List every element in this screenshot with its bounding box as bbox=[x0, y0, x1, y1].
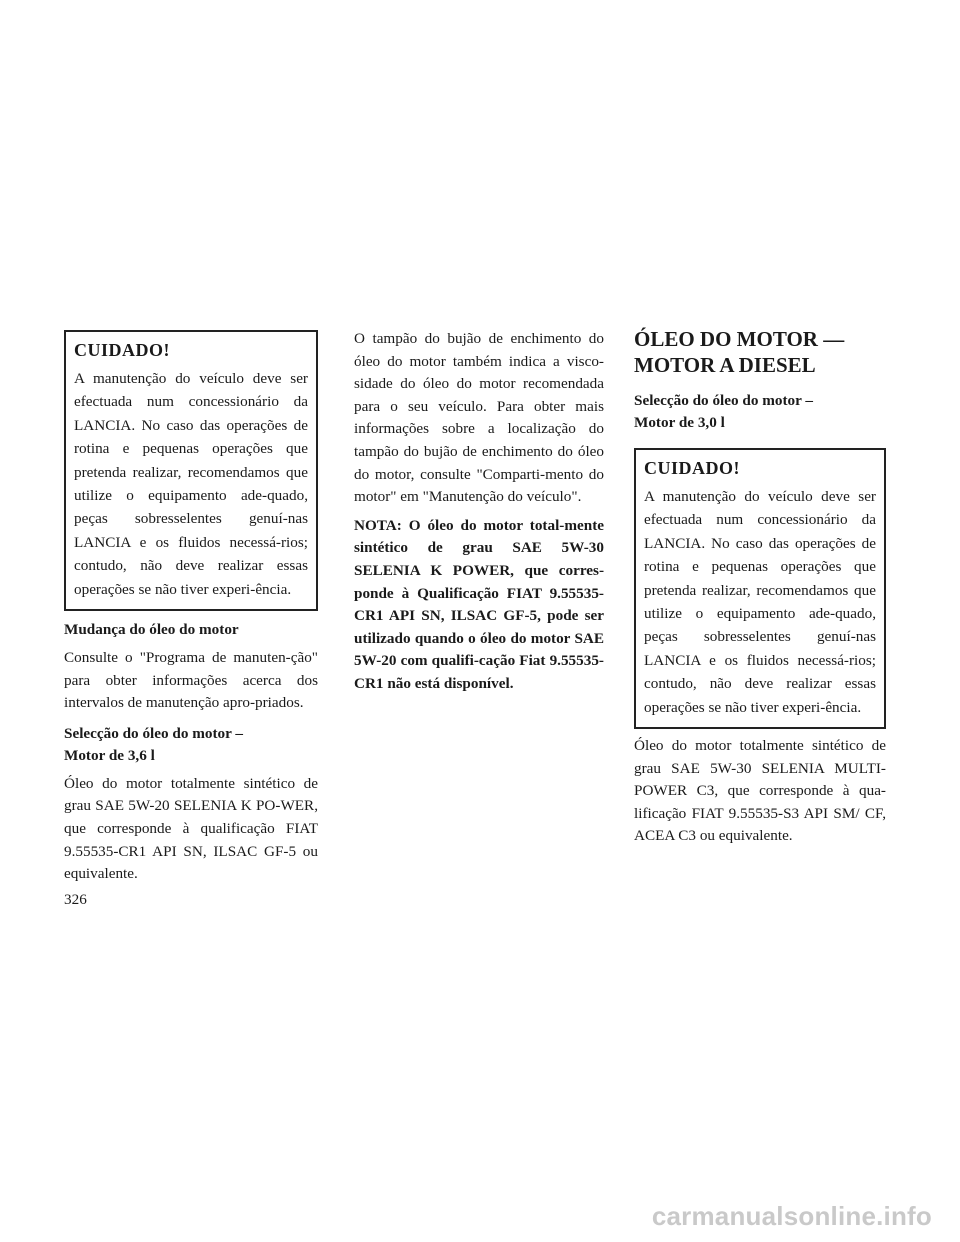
selection-30-title-line2: Motor de 3,0 l bbox=[634, 414, 725, 431]
selection-36-title-line2: Motor de 3,6 l bbox=[64, 746, 155, 764]
caution-text: A manutenção do veículo deve ser efectuada num concessionário da LANCIA. No caso das operações de rotina e pequenas operações que pretenda realizar, recomendamos que utilize o equipamento ade-quado, peças sobresselentes genuí-nas LANCIA e os fluidos necessá-rios; contudo, não deve realizar essas operações se não tiver experi-ência. bbox=[644, 488, 876, 716]
section-heading-line1: ÓLEO DO MOTOR — bbox=[634, 327, 845, 351]
note-text: NOTA: O óleo do motor total-mente sintético de grau SAE 5W-30 SELENIA K POWER, que corres-ponde à Qualificação FIAT 9.55535-CR1 API SN, ILSAC GF-5, pode ser utilizado quando o óleo do motor SAE 5W-20 com qualifi-cação Fiat 9.55535-CR1 não está disponível. bbox=[354, 516, 604, 692]
section-heading bbox=[634, 326, 886, 378]
caution-box-right bbox=[634, 448, 886, 729]
oil-change-title: Mudança do óleo do motor bbox=[64, 621, 239, 639]
caution-text: A manutenção do veículo deve ser efectuada num concessionário da LANCIA. No caso das operações de rotina e pequenas operações que pretenda realizar, recomendamos que utilize o equipamento ade-quado, peças sobresselentes genuí-nas LANCIA e os fluidos necessá-rios; contudo, não deve realizar essas operações se não tiver experi-ência. bbox=[74, 370, 308, 598]
watermark: carmanualsonline.info bbox=[651, 1201, 932, 1231]
selection-36-title-line1: Selecção do óleo do motor – bbox=[64, 724, 243, 742]
caution-title: CUIDADO! bbox=[74, 340, 170, 360]
caution-title: CUIDADO! bbox=[644, 458, 740, 478]
oil-change-text: Consulte o "Programa de manuten-ção" para obter informações acerca dos intervalos de manutenção apro-priados. bbox=[64, 649, 318, 712]
selection-36-title bbox=[64, 723, 318, 767]
caution-box-left bbox=[64, 330, 318, 611]
middle-column bbox=[354, 328, 604, 696]
page-number: 326 bbox=[64, 891, 87, 908]
selection-30-title bbox=[634, 390, 886, 434]
diesel-oil-text: Óleo do motor totalmente sintético de grau SAE 5W-30 SELENIA MULTI-POWER C3, que corresponde à qua-lificação FIAT 9.55535-S3 API SM/ CF, ACEA C3 ou equivalente. bbox=[634, 737, 886, 845]
filler-cap-text: O tampão do bujão de enchimento do óleo do motor também indica a visco-sidade do óleo do motor recomendada para o seu veículo. Para obter mais informações sobre a localização do tampão do bujão de enchimento do óleo do motor, consulte "Comparti-mento do motor" em "Manutenção do veículo". bbox=[354, 330, 604, 506]
selection-30-title-line1: Selecção do óleo do motor – bbox=[634, 392, 813, 409]
left-column bbox=[64, 330, 318, 892]
section-heading-line2: MOTOR A DIESEL bbox=[634, 353, 816, 377]
selection-36-text: Óleo do motor totalmente sintético de grau SAE 5W-20 SELENIA K PO-WER, que corresponde à qualificação FIAT 9.55535-CR1 API SN, ILSAC GF-5 ou equivalente. bbox=[64, 774, 318, 883]
right-column bbox=[634, 326, 886, 854]
